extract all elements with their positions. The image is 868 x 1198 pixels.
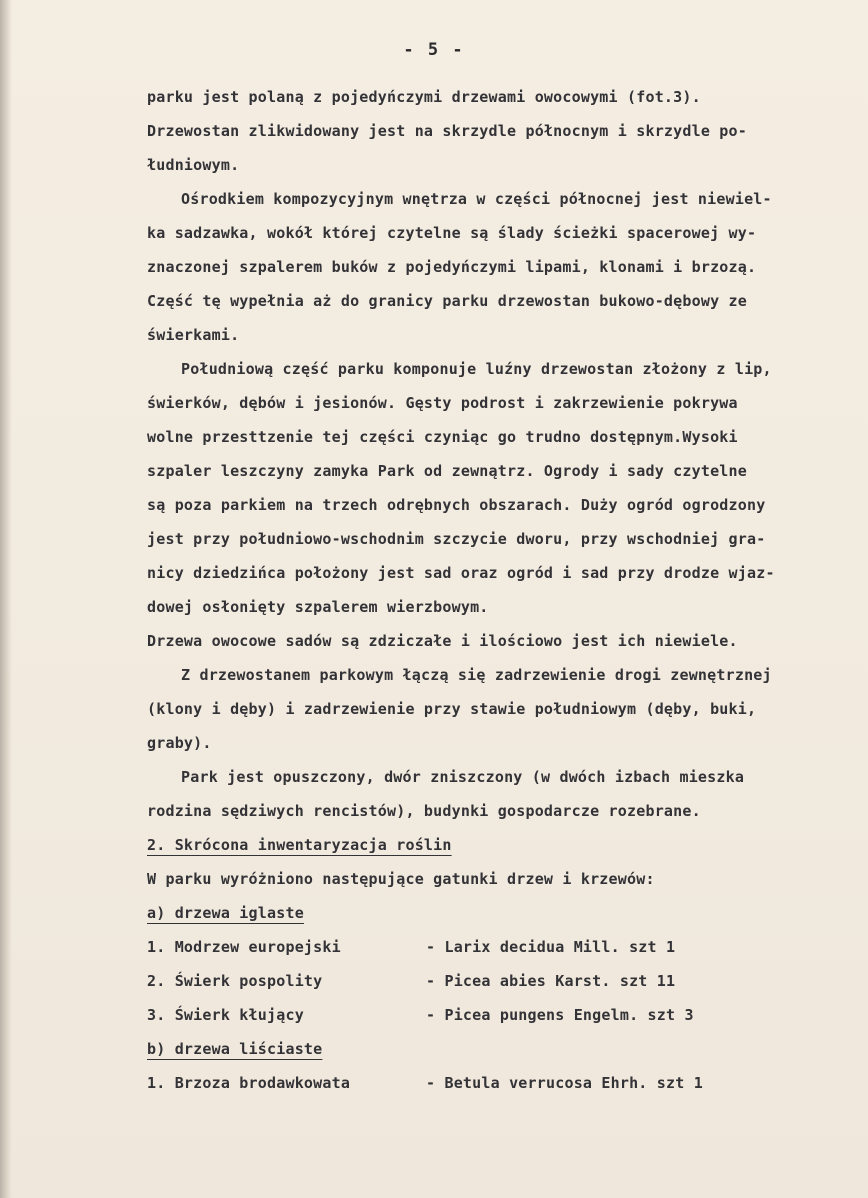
species-latin-name: - Picea abies Karst. szt 11 <box>426 972 676 990</box>
page-left-edge <box>0 0 12 1198</box>
text-line: Park jest opuszczony, dwór zniszczony (w dwóch izbach mieszka <box>181 768 745 786</box>
text-line: ka sadzawka, wokół której czytelne są ślady ścieżki spacerowej wy- <box>147 224 757 242</box>
text-line: rodzina sędziwych rencistów), budynki gospodarcze rozebrane. <box>147 802 701 820</box>
species-latin-name: - Betula verrucosa Ehrh. szt 1 <box>426 1074 703 1092</box>
page-number: - 5 - <box>403 40 465 60</box>
section-heading <box>147 828 847 862</box>
species-row <box>147 964 847 998</box>
species-polish-name: 1. Modrzew europejski <box>147 938 341 956</box>
species-latin-name: - Larix decidua Mill. szt 1 <box>426 938 676 956</box>
text-line: szpaler leszczyny zamyka Park od zewnątrz. Ogrody i sady czytelne <box>147 462 747 480</box>
group-heading <box>147 1032 847 1066</box>
text-line: Z drzewostanem parkowym łączą się zadrzewienie drogi zewnętrznej <box>181 666 772 684</box>
text-line: wolne przesttzenie tej części czyniąc go trudno dostępnym.Wysoki <box>147 428 738 446</box>
text-line: jest przy południowo-wschodnim szczycie dworu, przy wschodniej gra- <box>147 530 766 548</box>
text-line: Część tę wypełnia aż do granicy parku drzewostan bukowo-dębowy ze <box>147 292 747 310</box>
text-line: parku jest polaną z pojedyńczymi drzewami owocowymi (fot.3). <box>147 88 701 106</box>
group-heading-text: a) drzewa iglaste <box>147 904 304 922</box>
group-heading-text: b) drzewa liściaste <box>147 1040 323 1058</box>
text-line: świerkami. <box>147 326 240 344</box>
species-polish-name: 2. Świerk pospolity <box>147 972 323 990</box>
species-row <box>147 998 847 1032</box>
document-body <box>147 80 847 1100</box>
text-line: Ośrodkiem kompozycyjnym wnętrza w części północnej jest niewiel- <box>181 190 772 208</box>
text-line: Drzewostan zlikwidowany jest na skrzydle północnym i skrzydle po- <box>147 122 747 140</box>
section-heading-text: 2. Skrócona inwentaryzacja roślin <box>147 836 452 854</box>
group-heading <box>147 896 847 930</box>
text-line: dowej osłonięty szpalerem wierzbowym. <box>147 598 489 616</box>
text-line: nicy dziedzińca położony jest sad oraz ogród i sad przy drodze wjaz- <box>147 564 775 582</box>
text-line: graby). <box>147 734 212 752</box>
text-line: łudniowym. <box>147 156 240 174</box>
species-latin-name: - Picea pungens Engelm. szt 3 <box>426 1006 694 1024</box>
text-line: są poza parkiem na trzech odrębnych obszarach. Duży ogród ogrodzony <box>147 496 766 514</box>
text-line: Południową część parku komponuje luźny drzewostan złożony z lip, <box>181 360 772 378</box>
species-polish-name: 3. Świerk kłujący <box>147 1006 304 1024</box>
text-line: (klony i dęby) i zadrzewienie przy stawie południowym (dęby, buki, <box>147 700 757 718</box>
text-line: świerków, dębów i jesionów. Gęsty podrost i zakrzewienie pokrywa <box>147 394 738 412</box>
text-line: Drzewa owocowe sadów są zdziczałe i ilościowo jest ich niewiele. <box>147 632 738 650</box>
text-line: znaczonej szpalerem buków z pojedyńczymi lipami, klonami i brzozą. <box>147 258 757 276</box>
species-polish-name: 1. Brzoza brodawkowata <box>147 1074 351 1092</box>
species-row <box>147 930 847 964</box>
species-row <box>147 1066 847 1100</box>
section-intro: W parku wyróżniono następujące gatunki drzew i krzewów: <box>147 870 655 888</box>
